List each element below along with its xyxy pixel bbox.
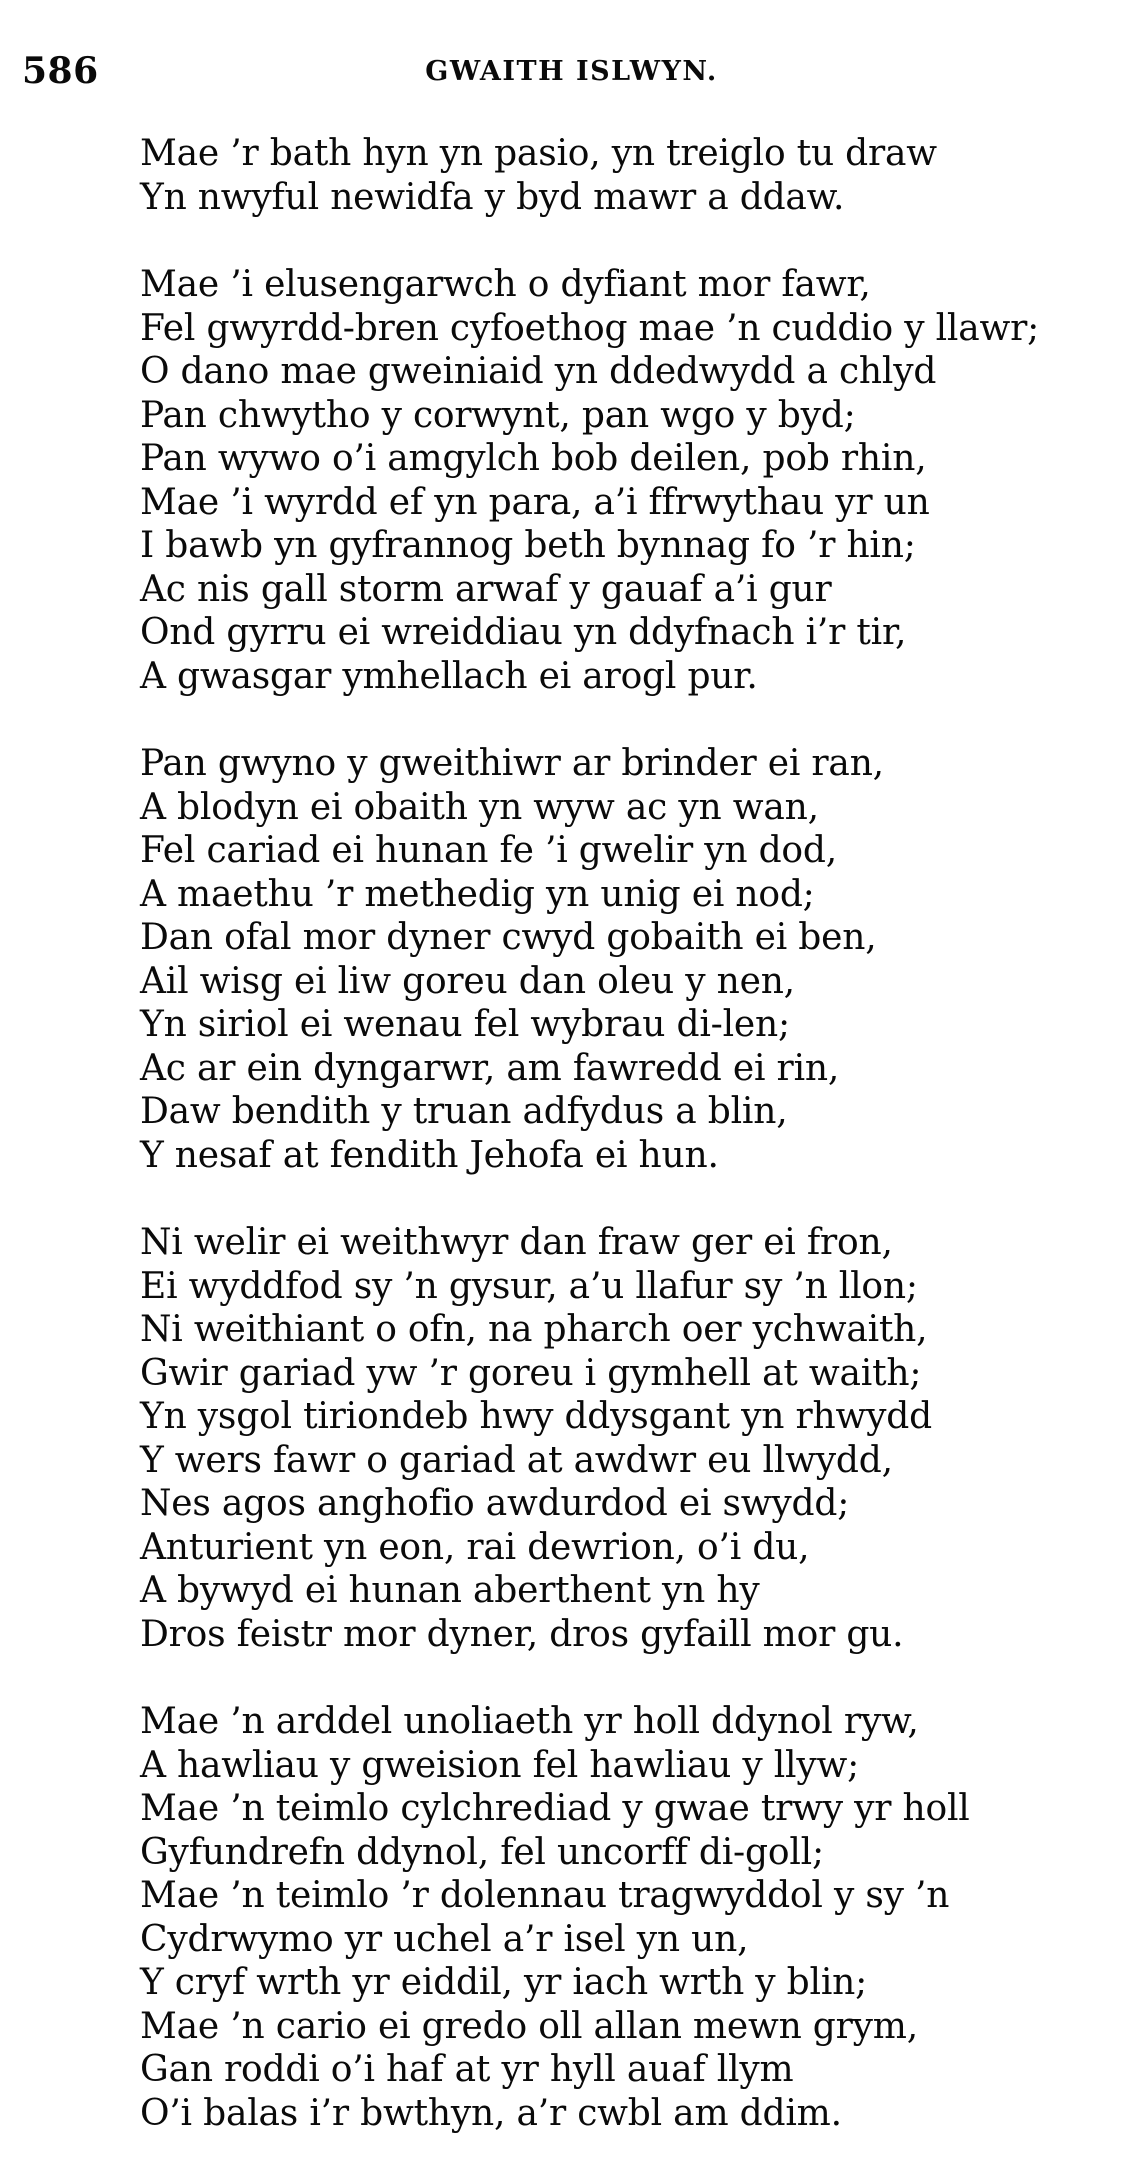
poem-line: Pan gwyno y gweithiwr ar brinder ei ran, [140, 743, 884, 784]
poem-line: Ni welir ei weithwyr dan fraw ger ei fron, [140, 1222, 893, 1263]
poem-line: Mae ’n arddel unoliaeth yr holl ddynol ryw, [140, 1701, 919, 1742]
poem-line: A gwasgar ymhellach ei arogl pur. [140, 655, 758, 697]
stanza [140, 132, 1130, 219]
poem-line: Yn nwyful newidfa y byd mawr a ddaw. [140, 176, 845, 218]
poem-line: Ail wisg ei liw goreu dan oleu y nen, [140, 960, 795, 1002]
poem-line: Gyfundrefn ddynol, fel uncorff di-goll; [140, 1831, 824, 1873]
poem [140, 132, 1130, 2181]
poem-line: A hawliau y gweision fel hawliau y llyw; [140, 1744, 860, 1786]
poem-line: Nes agos anghofio awdurdod ei swydd; [140, 1483, 850, 1524]
poem-line: Mae ’n cario ei gredo oll allan mewn grym, [140, 2005, 918, 2047]
running-head: GWAITH ISLWYN. [425, 56, 718, 87]
poem-line: A maethu ’r methedig yn unig ei nod; [140, 873, 815, 915]
stanza [140, 1221, 1130, 1656]
poem-line: Fel cariad ei hunan fe ’i gwelir yn dod, [140, 830, 837, 871]
poem-line: Gwir gariad yw ’r goreu i gymhell at waith; [140, 1352, 922, 1394]
poem-line: Y wers fawr o gariad at awdwr eu llwydd, [140, 1439, 893, 1481]
poem-line: Ni weithiant o ofn, na pharch oer ychwaith, [140, 1309, 928, 1350]
poem-line: Dros feistr mor dyner, dros gyfaill mor gu. [140, 1613, 904, 1655]
poem-line: Mae ’n teimlo ’r dolennau tragwyddol y sy ’n [140, 1875, 950, 1916]
poem-line: Pan wywo o’i amgylch bob deilen, pob rhin, [140, 438, 927, 479]
poem-line: Mae ’i elusengarwch o dyfiant mor fawr, [140, 264, 871, 305]
stanza [140, 1700, 1130, 2135]
poem-line: Mae ’n teimlo cylchrediad y gwae trwy yr holl [140, 1788, 970, 1829]
stanza [140, 263, 1130, 698]
poem-line: A bywyd ei hunan aberthent yn hy [140, 1570, 760, 1611]
poem-line: Anturient yn eon, rai dewrion, o’i du, [140, 1526, 810, 1568]
page-number: 586 [22, 50, 99, 92]
poem-line: Ei wyddfod sy ’n gysur, a’u llafur sy ’n llon; [140, 1265, 918, 1307]
poem-line: Y nesaf at fendith Jehofa ei hun. [140, 1134, 719, 1176]
poem-line: Y cryf wrth yr eiddil, yr iach wrth y blin; [140, 1962, 868, 2003]
poem-line: O’i balas i’r bwthyn, a’r cwbl am ddim. [140, 2092, 842, 2134]
poem-line: Ac ar ein dyngarwr, am fawredd ei rin, [140, 1047, 840, 1089]
poem-line: I bawb yn gyfrannog beth bynnag fo ’r hin; [140, 525, 916, 566]
poem-line: Cydrwymo yr uchel a’r isel yn un, [140, 1918, 749, 1960]
poem-line: O dano mae gweiniaid yn ddedwydd a chlyd [140, 351, 937, 392]
poem-line: Ond gyrru ei wreiddiau yn ddyfnach i’r tir, [140, 612, 907, 653]
poem-line: Dan ofal mor dyner cwyd gobaith ei ben, [140, 917, 877, 958]
page-header [0, 50, 1143, 90]
poem-line: Fel gwyrdd-bren cyfoethog mae ’n cuddio y llawr; [140, 307, 1040, 349]
poem-line: Yn siriol ei wenau fel wybrau di-len; [140, 1004, 790, 1045]
poem-line: Mae ’r bath hyn yn pasio, yn treiglo tu draw [140, 133, 937, 174]
poem-line: Ac nis gall storm arwaf y gauaf a’i gur [140, 568, 832, 610]
poem-line: A blodyn ei obaith yn wyw ac yn wan, [140, 786, 819, 828]
poem-line: Pan chwytho y corwynt, pan wgo y byd; [140, 394, 856, 436]
poem-line: Yn ysgol tiriondeb hwy ddysgant yn rhwydd [140, 1396, 932, 1437]
poem-line: Daw bendith y truan adfydus a blin, [140, 1091, 788, 1132]
poem-line: Mae ’i wyrdd ef yn para, a’i ffrwythau yr un [140, 481, 930, 523]
stanza [140, 742, 1130, 1177]
poem-line: Gan roddi o’i haf at yr hyll auaf llym [140, 2049, 794, 2090]
